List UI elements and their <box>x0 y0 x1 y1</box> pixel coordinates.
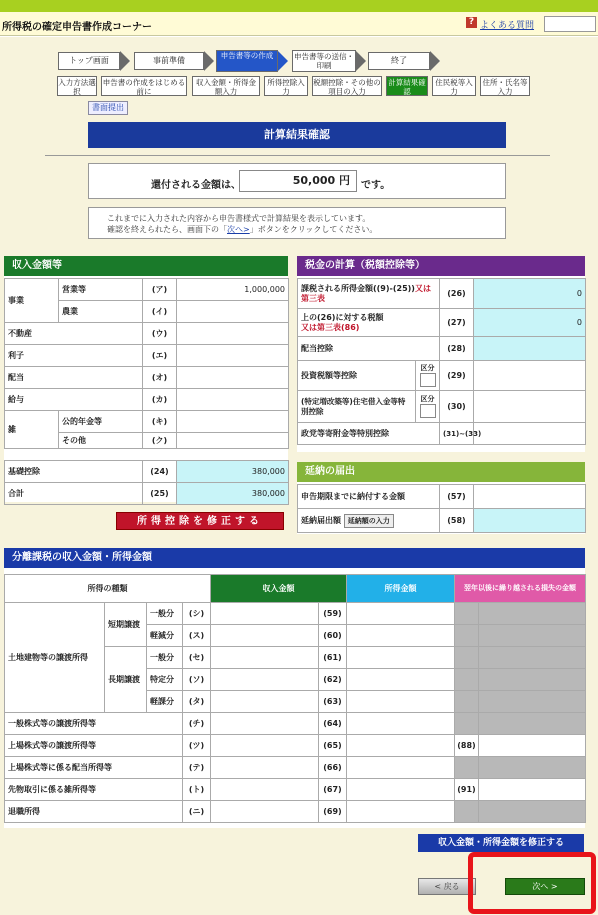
refund-suffix: です。 <box>361 180 391 191</box>
income-value: 1,000,000 <box>177 279 289 301</box>
substep-deduction[interactable]: 所得控除入力 <box>264 76 308 96</box>
table-row: 土地建物等の譲渡所得 短期譲渡 一般分 (シ) (59) <box>5 603 586 625</box>
table-row: 延納届出額 延納額の入力 (58) <box>298 509 586 533</box>
table-row: 特定分 (ソ) (62) <box>5 669 586 691</box>
highlight-box <box>468 852 596 914</box>
taxable-income-value: 0 <box>474 279 586 309</box>
table-row: (特定増改築等)住宅借入金等特別控除 区分 (30) <box>298 391 586 423</box>
table-row: 基礎控除 (24) 380,000 <box>5 461 289 483</box>
step-arrow <box>430 51 440 71</box>
table-row: 課税される所得金額((9)-(25))又は第三表 (26) 0 <box>298 279 586 309</box>
table-header-row: 所得の種類 収入金額 所得金額 翌年以後に繰り越される損失の金額 <box>5 575 586 603</box>
table-row: 長期譲渡 一般分 (セ) (61) <box>5 647 586 669</box>
table-row: 上の(26)に対する税額 又は第三表(86) (27) 0 <box>298 309 586 337</box>
income-table <box>4 278 289 449</box>
enno-panel <box>297 462 585 534</box>
tax-amount-value: 0 <box>474 309 586 337</box>
step-send[interactable]: 申告書等の送信・印刷 <box>294 52 354 70</box>
tax-title: 税金の計算（税額控除等） <box>297 256 585 276</box>
income-title: 収入金額等 <box>4 256 288 276</box>
top-bar <box>0 0 598 12</box>
substep-taxcredit[interactable]: 税額控除・その他の項目の入力 <box>313 78 381 96</box>
substep-before[interactable]: 申告書の作成をはじめる前に <box>102 78 186 96</box>
table-row: 上場株式等の譲渡所得等 (ツ) (65) (88) <box>5 735 586 757</box>
substep-address[interactable]: 住所・氏名等入力 <box>480 76 530 96</box>
substep-resident[interactable]: 住民税等入力 <box>432 76 476 96</box>
app-title: 所得税の確定申告書作成コーナー <box>2 22 152 33</box>
tax-table <box>297 278 586 445</box>
separate-title: 分離課税の収入金額・所得金額 <box>4 548 585 568</box>
refund-amount: 50,000 円 <box>239 170 357 192</box>
step-top[interactable]: トップ画面 <box>58 52 120 70</box>
enno-title: 延納の届出 <box>297 462 585 482</box>
search-input[interactable] <box>544 16 596 32</box>
total-deduction-value: 380,000 <box>177 483 289 505</box>
faq-link[interactable]: よくある質問 <box>480 21 535 31</box>
tax-panel <box>297 256 585 452</box>
separate-panel <box>4 548 585 828</box>
table-row: 合計 (25) 380,000 <box>5 483 289 505</box>
step-arrow <box>204 51 214 71</box>
deduction-table <box>4 460 289 505</box>
enno-input-button[interactable]: 延納額の入力 <box>344 514 394 528</box>
income-panel <box>4 256 288 502</box>
table-row: 政党等寄附金等特別控除 (31)~(33) <box>298 423 586 445</box>
step-arrow <box>120 51 130 71</box>
table-row: 雑 公的年金等 (キ) <box>5 411 289 433</box>
table-row: 退職所得 (ニ) (69) <box>5 801 586 823</box>
step-arrow <box>356 51 366 71</box>
back-button[interactable]: < 戻る <box>418 878 476 895</box>
table-row: その他 (ク) <box>5 433 289 449</box>
refund-label: 還付される金額は、 <box>151 180 241 191</box>
fix-deduction-button[interactable]: 所得控除を修正する <box>116 512 284 530</box>
table-row: 投資税額等控除 区分 (29) <box>298 361 586 391</box>
step-arrow <box>278 51 288 71</box>
table-row: 配当 (オ) <box>5 367 289 389</box>
substep-income[interactable]: 収入金額・所得金額入力 <box>192 76 260 96</box>
step-end[interactable]: 終了 <box>368 52 430 70</box>
table-row: 事業 営業等 (ア) 1,000,000 <box>5 279 289 301</box>
basic-deduction-value: 380,000 <box>177 461 289 483</box>
table-row: 給与 (カ) <box>5 389 289 411</box>
app-header <box>0 12 598 36</box>
table-row: 軽減分 (ス) (60) <box>5 625 586 647</box>
table-row: 農業 (イ) <box>5 301 289 323</box>
next-button[interactable]: 次へ > <box>505 878 585 895</box>
substep-method[interactable]: 入力方法選択 <box>58 78 96 96</box>
table-row: 一般株式等の譲渡所得等 (チ) (64) <box>5 713 586 735</box>
step-create[interactable]: 申告書等の作成 <box>216 50 278 72</box>
table-row: 申告期限までに納付する金額 (57) <box>298 485 586 509</box>
paper-submit-button[interactable]: 書面提出 <box>88 101 128 115</box>
divider <box>45 155 550 156</box>
enno-table <box>297 484 586 533</box>
next-link[interactable]: 次へ> <box>227 225 250 234</box>
info-line1: これまでに入力された内容から申告書様式で計算結果を表示しています。 <box>107 214 371 223</box>
fix-income-button[interactable]: 収入金額・所得金額を修正する <box>418 834 584 852</box>
substep-result[interactable]: 計算結果確認 <box>386 76 428 96</box>
question-icon[interactable]: ? <box>466 17 477 28</box>
table-row: 上場株式等に係る配当所得等 (テ) (66) <box>5 757 586 779</box>
step-prep[interactable]: 事前準備 <box>134 52 204 70</box>
table-row: 利子 (エ) <box>5 345 289 367</box>
table-row: 配当控除 (28) <box>298 337 586 361</box>
page-title: 計算結果確認 <box>88 122 506 148</box>
kubun-input[interactable] <box>420 404 436 418</box>
table-row: 先物取引に係る雑所得等 (ト) (67) (91) <box>5 779 586 801</box>
table-row: 軽課分 (タ) (63) <box>5 691 586 713</box>
info-line2: 確認を終えられたら、画面下の「次へ>」ボタンをクリックしてください。 <box>107 225 378 234</box>
table-row: 不動産 (ウ) <box>5 323 289 345</box>
info-box <box>88 207 506 239</box>
kubun-input[interactable] <box>420 373 436 387</box>
refund-box <box>88 163 506 199</box>
separate-table <box>4 574 586 823</box>
